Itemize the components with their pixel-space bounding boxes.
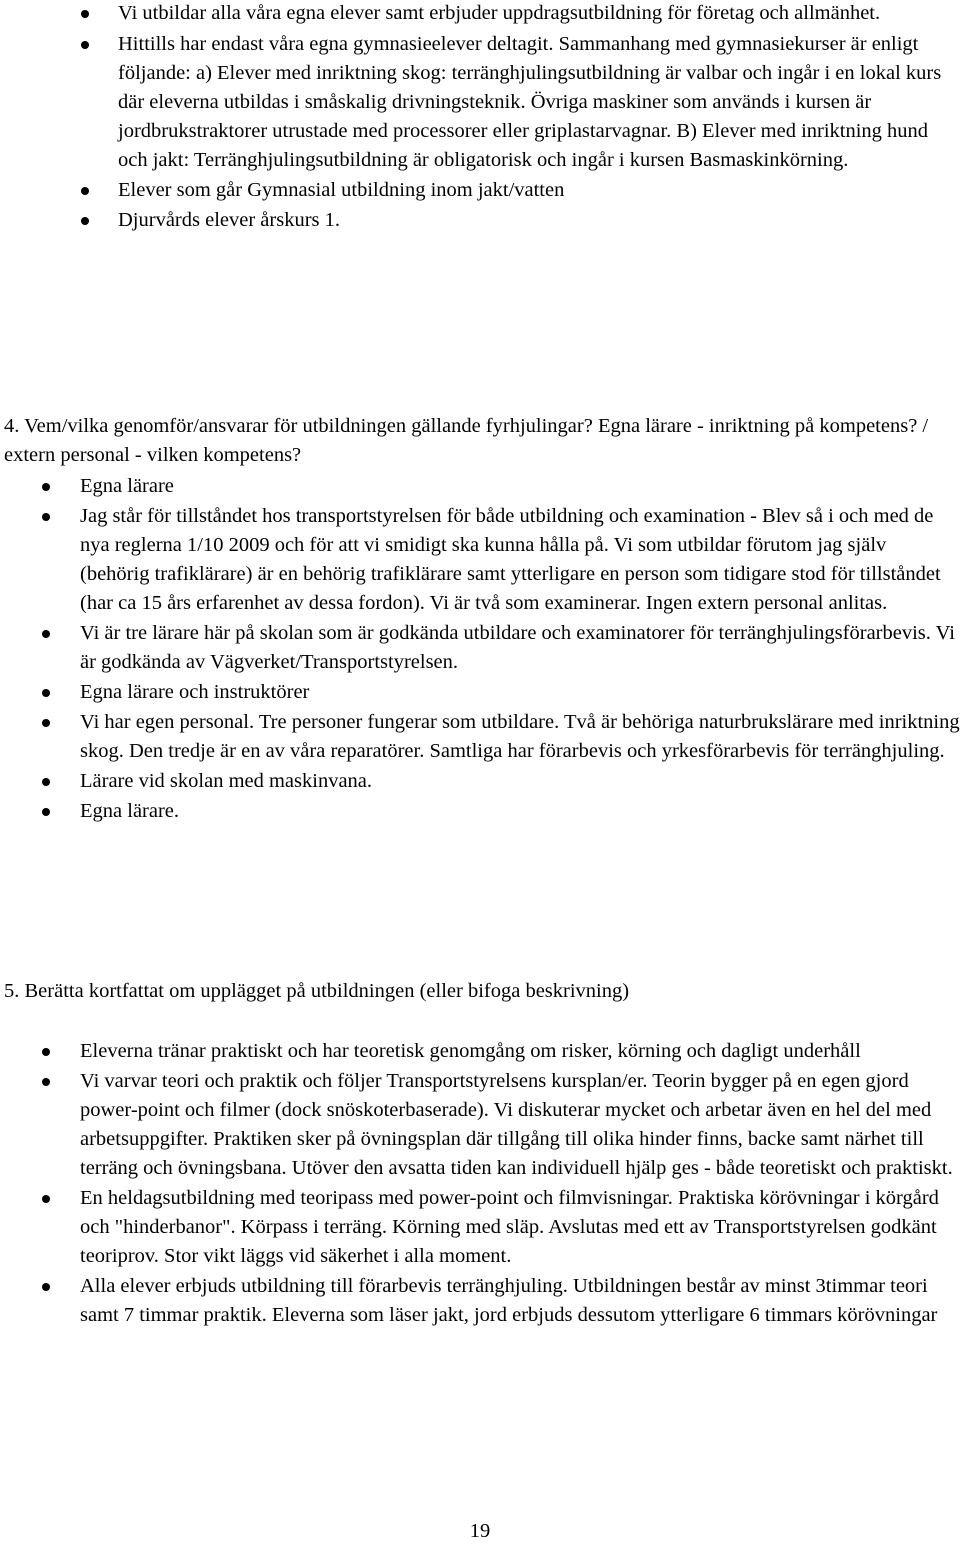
- list-item: [118, 206, 960, 235]
- bullet-icon: [42, 1195, 50, 1203]
- list-item-text: Vi har egen personal. Tre personer fungerar som utbildare. Två är behöriga naturbrukslärare med inriktning skog. Den tredje är en av våra reparatörer. Samtliga har förarbevis och yrkesförarbevis för terränghjuling.: [80, 711, 960, 762]
- list-item: [118, 30, 960, 175]
- list-item-text: Lärare vid skolan med maskinvana.: [80, 770, 373, 792]
- list-item: [118, 0, 960, 28]
- list-item-text: Elever som går Gymnasial utbildning inom jakt/vatten: [118, 179, 565, 201]
- bullet-icon: [42, 1048, 50, 1056]
- page-number: 19: [469, 1520, 491, 1542]
- list-item: [80, 619, 960, 677]
- list-item-text: Djurvårds elever årskurs 1.: [118, 209, 341, 231]
- bullet-icon: [42, 719, 50, 727]
- list-item: [80, 502, 960, 618]
- bullet-icon: [42, 1283, 50, 1291]
- list-item-text: Alla elever erbjuds utbildning till förarbevis terränghjuling. Utbildningen består av minst 3timmar teori samt 7 timmar praktik. Eleverna som läser jakt, jord erbjuds dessutom ytterligare 6 timmars körövningar: [80, 1275, 938, 1326]
- bullet-icon: [42, 483, 50, 491]
- list-item-text: Egna lärare: [80, 475, 174, 497]
- bullet-icon: [42, 689, 50, 697]
- list-item: [80, 678, 960, 707]
- bullet-icon: [42, 1078, 50, 1086]
- list-item: [80, 1184, 960, 1271]
- list-item: [80, 1067, 960, 1183]
- bullet-icon: [42, 808, 50, 816]
- list-item-text: Vi utbildar alla våra egna elever samt erbjuder uppdragsutbildning för företag och allmänhet.: [118, 2, 881, 24]
- bullet-icon: [81, 10, 89, 18]
- list-item: [80, 1037, 960, 1066]
- bullet-list-section-5: [80, 1037, 960, 1331]
- list-item: [80, 797, 960, 826]
- bullet-icon: [81, 217, 89, 225]
- bullet-icon: [81, 41, 89, 49]
- section-5-question: 5. Berätta kortfattat om upplägget på utbildningen (eller bifoga beskrivning): [4, 980, 630, 1002]
- bullet-icon: [42, 778, 50, 786]
- bullet-icon: [42, 630, 50, 638]
- list-item-text: Egna lärare.: [80, 800, 180, 822]
- list-item-text: En heldagsutbildning med teoripass med power-point och filmvisningar. Praktiska körövningar i körgård och "hinderbanor". Körpass i terräng. Körning med släp. Avslutas med ett av Transportstyrelsen godkänt teoriprov. Stor vikt läggs vid säkerhet i alla moment.: [80, 1187, 939, 1267]
- list-item: [80, 472, 960, 501]
- bullet-icon: [81, 187, 89, 195]
- list-item-text: Egna lärare och instruktörer: [80, 681, 310, 703]
- bullet-list-participants: [118, 0, 960, 236]
- list-item: [80, 708, 960, 766]
- section-4-question: 4. Vem/vilka genomför/ansvarar för utbildningen gällande fyrhjulingar? Egna lärare - inriktning på kompetens? / extern personal - vilken kompetens?: [4, 415, 929, 466]
- list-item-text: Hittills har endast våra egna gymnasieelever deltagit. Sammanhang med gymnasiekurser är enligt följande: a) Elever med inriktning skog: terränghjulingsutbildning är valbar och ingår i en lokal kurs där eleverna utbildas i småskalig drivningsteknik. Övriga maskiner som används i kursen är jordbrukstraktorer utrustade med processorer eller griplastarvagnar. B) Elever med inriktning hund och jakt: Terränghjulingsutbildning är obligatorisk och ingår i kursen Basmaskinkörning.: [118, 33, 942, 171]
- list-item-text: Eleverna tränar praktiskt och har teoretisk genomgång om risker, körning och dagligt underhåll: [80, 1040, 861, 1062]
- bullet-list-section-4: [80, 472, 960, 827]
- list-item: [80, 1272, 960, 1330]
- list-item-text: Jag står för tillståndet hos transportstyrelsen för både utbildning och examination - Blev så i och med de nya reglerna 1/10 2009 och för att vi smidigt ska kunna hålla på. Vi som utbildar förutom jag själv (behörig trafiklärare) är en behörig trafiklärare samt ytterligare en person som tidigare stod för tillståndet (har ca 15 års erfarenhet av dessa fordon). Vi är två som examinerar. Ingen extern personal anlitas.: [80, 505, 941, 614]
- list-item-text: Vi är tre lärare här på skolan som är godkända utbildare och examinatorer för terränghjulingsförarbevis. Vi är godkända av Vägverket/Transportstyrelsen.: [80, 622, 955, 673]
- list-item: [80, 767, 960, 796]
- bullet-icon: [42, 513, 50, 521]
- list-item: [118, 176, 960, 205]
- list-item-text: Vi varvar teori och praktik och följer Transportstyrelsens kursplan/er. Teorin bygger på en egen gjord power-point och filmer (dock snöskoterbaserade). Vi diskuterar mycket och arbetar även en hel del med arbetsuppgifter. Praktiken sker på övningsplan där tillgång till olika hinder finns, backe samt närhet till terräng och övningsbana. Utöver den avsatta tiden kan individuell hjälp ges - både teoretiskt och praktiskt.: [80, 1070, 953, 1179]
